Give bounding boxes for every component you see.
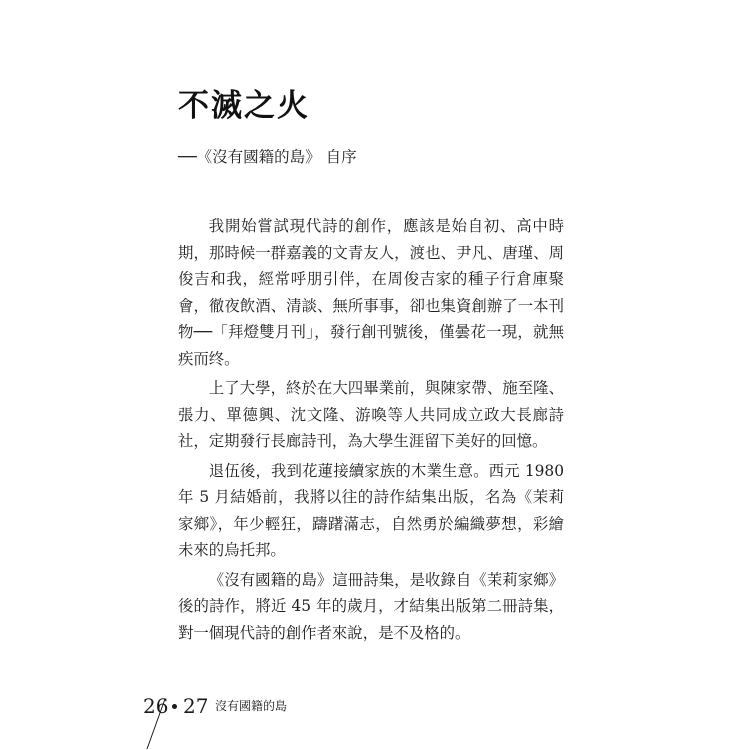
- paragraph: 我開始嘗試現代詩的創作，應該是始自初、高中時期，那時候一群嘉義的文青友人，渡也、尹凡、唐瑾、周俊吉和我，經常呼朋引伴，在周俊吉家的種子行倉庫聚會，徹夜飲酒、清談、無所事事，卻也集資創辦了一本刊物──「拜燈雙月刊」，發行創刊號後，僅曇花一現，就無疾而终。: [178, 217, 564, 368]
- paragraph: 《沒有國籍的島》這冊詩集，是收錄自《茉莉家鄉》後的詩作，將近 45 年的歲月，才結集出版第二冊詩集，對一個現代詩的創作者來說，是不及格的。: [178, 570, 564, 642]
- body-text: [178, 213, 564, 646]
- running-title: 沒有國籍的島: [215, 699, 288, 713]
- chapter-subtitle: ──《沒有國籍的島》 自序: [178, 148, 357, 166]
- paragraph: 上了大學，終於在大四畢業前，與陳家帶、施至隆、張力、單德興、沈文隆、游喚等人共同成立政大長廊詩社，定期發行長廊詩刊，為大學生涯留下美好的回憶。: [178, 379, 564, 450]
- paragraph: 退伍後，我到花蓮接續家族的木業生意。西元 1980 年 5 月結婚前，我將以往的詩作結集出版，名為《茉莉家鄉》，年少輕狂，躊躇滿志，自然勇於編織夢想，彩繪未來的烏托邦。: [178, 461, 564, 559]
- page-number-right: 27: [183, 694, 209, 718]
- page-number-left: 26: [143, 694, 169, 718]
- chapter-title: 不滅之火: [178, 88, 310, 124]
- bullet-icon: [172, 704, 177, 709]
